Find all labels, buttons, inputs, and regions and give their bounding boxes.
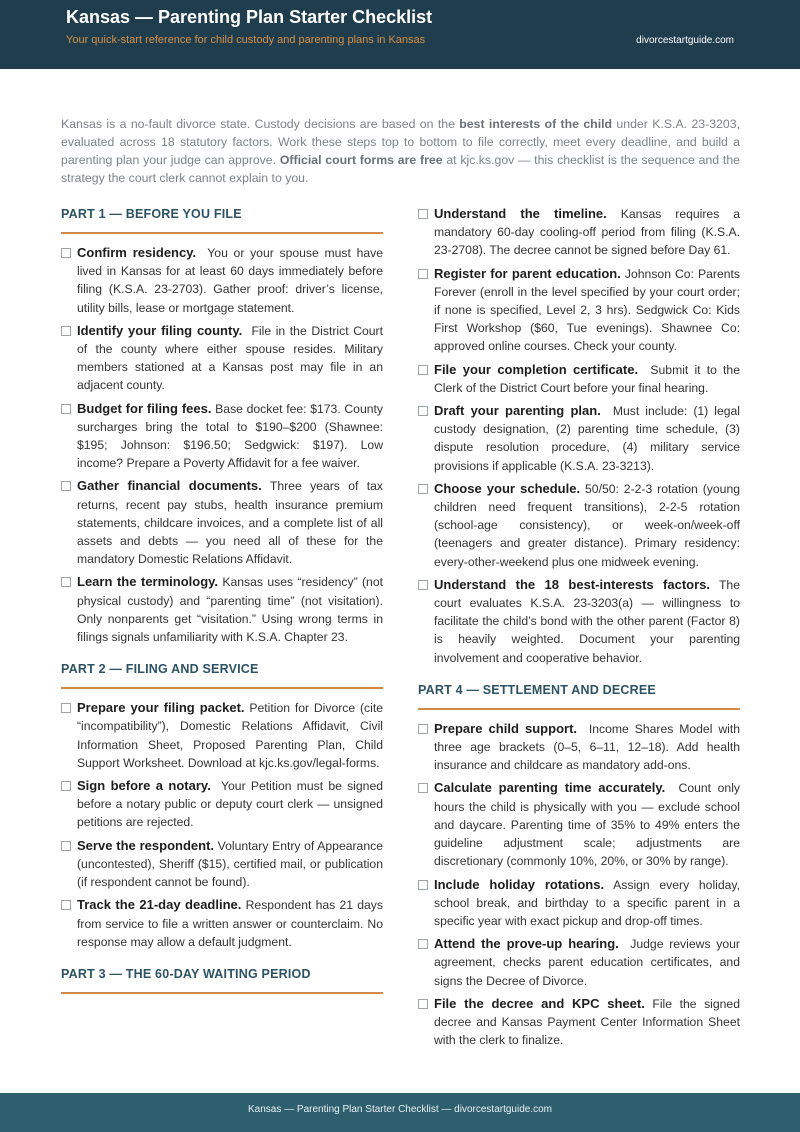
item-text: Income Shares Model with three age brackets (0–5, 6–11, 12–18). Add health insurance and childcare as mandatory add-ons. — [434, 721, 740, 773]
checklist-item — [418, 205, 740, 260]
item-title: Sign before a notary. — [77, 778, 211, 794]
checkbox[interactable] — [418, 580, 428, 590]
item-title: File your completion certificate. — [434, 361, 639, 377]
intro-text-1: Kansas is a no-fault divorce state. Custody decisions are based on the — [61, 117, 460, 131]
checkbox[interactable] — [61, 577, 71, 587]
section-title-part-4: PART 4 — SETTLEMENT AND DECREE — [418, 683, 740, 710]
intro-bold-2: Official court forms are free — [279, 153, 443, 167]
checkbox[interactable] — [61, 404, 71, 414]
item-text: Kansas requires a mandatory 60-day cooling-off period from filing (K.S.A. 23-2708). The decree cannot be signed before Day 61. — [434, 207, 740, 258]
item-text: Your Petition must be signed before a notary public or deputy court clerk — unsigned petitions are rejected. — [77, 779, 383, 830]
section-title-part-1: PART 1 — BEFORE YOU FILE — [61, 207, 383, 234]
checklist-item — [61, 322, 383, 395]
checklist-item — [61, 837, 383, 892]
intro-text-3: at kjc.ks.gov — this checklist is the sequence and the strategy the court clerk cannot explain to you. — [61, 153, 740, 185]
site-name: divorcestartguide.com — [636, 35, 734, 46]
checkbox[interactable] — [418, 484, 428, 494]
item-text: Three years of tax returns, recent pay stubs, health insurance premium statements, childcare invoices, and a complete list of all assets and debts — you need all of these for the mandatory Domestic Relations Affidavit. — [77, 479, 383, 567]
checkbox[interactable] — [61, 248, 71, 258]
section-title-part-3: PART 3 — THE 60-DAY WAITING PERIOD — [61, 967, 383, 994]
item-title: Understand the timeline. — [434, 206, 607, 221]
item-title: Prepare child support. — [434, 720, 578, 736]
checklist-item — [61, 244, 383, 317]
checklist-item — [418, 995, 740, 1050]
item-title: Register for parent education. — [434, 265, 621, 281]
item-title: Learn the terminology. — [77, 574, 219, 590]
intro-paragraph — [61, 115, 740, 187]
item-text: Assign every holiday, school break, and birthday to a specific parent in a specific year with exact pickup and drop-off times. — [434, 877, 741, 928]
item-title: Confirm residency. — [77, 245, 197, 260]
checklist-item — [418, 480, 740, 571]
checklist-item — [418, 876, 740, 931]
checkbox[interactable] — [61, 841, 71, 851]
item-text: Must include: (1) legal custody designation, (2) parenting time schedule, (3) dispute resolution procedure, (4) military service provisions if applicable (K.S.A. 23-3213). — [434, 404, 740, 473]
item-title: Identify your filing county. — [77, 322, 243, 338]
item-text: Respondent has 21 days from service to file a written answer or counterclaim. No response may allow a default judgment. — [77, 898, 383, 949]
item-text: File in the District Court of the county where either spouse resides. Military members stationed at a Kansas post may file in an adjacent county. — [77, 323, 383, 393]
checkbox[interactable] — [418, 724, 428, 734]
checklist-item — [418, 402, 740, 475]
item-title: File the decree and KPC sheet. — [434, 995, 645, 1011]
checklist-item — [418, 779, 740, 870]
item-text: Count only hours the child is physically with you — exclude school and daycare. Parenting time of 35% to 49% enters the guideline adjustment scale; adjustments are discretionary (commonly 10%, 20%, or 30% by range). — [434, 781, 741, 869]
checklist-item — [61, 400, 383, 473]
item-text: Voluntary Entry of Appearance (uncontested), Sheriff ($15), certified mail, or publication (if respondent cannot be found). — [77, 838, 383, 890]
item-text: Judge reviews your agreement, checks parent education certificates, and signs the Decree of Divorce. — [434, 937, 740, 988]
right-column — [418, 205, 740, 1054]
item-title: Include holiday rotations. — [434, 876, 605, 892]
checklist-item — [418, 576, 740, 667]
item-title: Draft your parenting plan. — [434, 403, 601, 419]
checklist-item — [61, 477, 383, 568]
checklist-item — [418, 265, 740, 356]
item-text: 50/50: 2-2-3 rotation (young children need frequent transitions), 2-2-5 rotation (school-age consistency), or week-on/week-off (teenagers and greater distance). Primary residency: every-other-weekend plus one midweek evening. — [434, 481, 740, 569]
checklist-item — [61, 573, 383, 646]
footer-text: Kansas — Parenting Plan Starter Checklist — divorcestartguide.com — [247, 1104, 553, 1115]
checkbox[interactable] — [418, 999, 428, 1009]
checkbox[interactable] — [61, 326, 71, 336]
header-banner — [0, 0, 800, 69]
item-title: Track the 21-day deadline. — [77, 897, 242, 913]
checkbox[interactable] — [418, 269, 428, 279]
item-title: Understand the 18 best-interests factors. — [434, 576, 711, 592]
checkbox[interactable] — [418, 783, 428, 793]
item-text: The court evaluates K.S.A. 23-3203(a) — willingness to facilitate the child’s bond with the other parent (Factor 8) is heavily weighted. Document your parenting involvement and cooperative behavior. — [434, 577, 740, 665]
page-title: Kansas — Parenting Plan Starter Checklist — [66, 7, 433, 27]
checkbox[interactable] — [418, 939, 428, 949]
item-text: File the signed decree and Kansas Payment Center Information Sheet with the clerk to finalize. — [434, 996, 740, 1048]
footer-bar — [0, 1093, 800, 1132]
item-text: Base docket fee: $173. County surcharges bring the total to $190–$200 (Shawnee: $195; Johnson: $196.50; Sedgwick: $197). Low income? Prepare a Poverty Affidavit for a fee waiver. — [77, 401, 383, 471]
item-text: Petition for Divorce (cite “incompatibility”), Domestic Relations Affidavit, Civil Information Sheet, Proposed Parenting Plan, Child Support Worksheet. Download at kjc.ks.gov/legal-forms. — [77, 701, 383, 770]
checklist-item — [61, 777, 383, 832]
checklist-item — [418, 935, 740, 990]
checkbox[interactable] — [61, 481, 71, 491]
item-text: Submit it to the Clerk of the District Court before your final hearing. — [434, 362, 740, 395]
section-title-part-2: PART 2 — FILING AND SERVICE — [61, 662, 383, 689]
checkbox[interactable] — [61, 703, 71, 713]
checkbox[interactable] — [418, 209, 428, 219]
item-title: Gather financial documents. — [77, 478, 262, 494]
intro-bold-1: best interests of the child — [459, 117, 613, 131]
checkbox[interactable] — [61, 900, 71, 910]
item-title: Choose your schedule. — [434, 480, 581, 496]
item-text: Johnson Co: Parents Forever (enroll in the level specified by your court order; if none is specified, Level 2, 3 hrs). Sedgwick Co: Kids First Workshop ($60, Tue evenings). Shawnee Co: approved online courses. Check your county. — [434, 266, 740, 354]
checkbox[interactable] — [418, 365, 428, 375]
item-title: Budget for filing fees. — [77, 400, 212, 416]
item-title: Calculate parenting time accurately. — [434, 780, 666, 796]
checklist-item — [418, 361, 740, 397]
checkbox[interactable] — [418, 880, 428, 890]
item-title: Attend the prove-up hearing. — [434, 936, 619, 952]
item-title: Prepare your filing packet. — [77, 700, 245, 716]
checkbox[interactable] — [418, 406, 428, 416]
page-subtitle: Your quick-start reference for child custody and parenting plans in Kansas — [66, 34, 426, 46]
checkbox[interactable] — [61, 781, 71, 791]
item-title: Serve the respondent. — [77, 837, 215, 853]
item-text: Kansas uses “residency” (not physical custody) and “parenting time” (not visitation). Only nonparents get “visitation.” Using wrong terms in filings signals unfamiliarity with K.S.A. Chapter 23. — [77, 575, 383, 645]
item-text: You or your spouse must have lived in Kansas for at least 60 days immediately before filing (K.S.A. 23-2703). Gather proof: driver’s license, utility bills, lease or mortgage statement. — [77, 246, 383, 315]
checklist-item — [418, 720, 740, 775]
left-column — [61, 205, 383, 1004]
checklist-item — [61, 699, 383, 772]
checklist-item — [61, 896, 383, 951]
intro-text-2: under K.S.A. 23-3203, evaluated across 18 statutory factors. Work these steps top to bottom to file correctly, meet every deadline, and build a parenting plan your judge can approve. — [61, 117, 740, 167]
